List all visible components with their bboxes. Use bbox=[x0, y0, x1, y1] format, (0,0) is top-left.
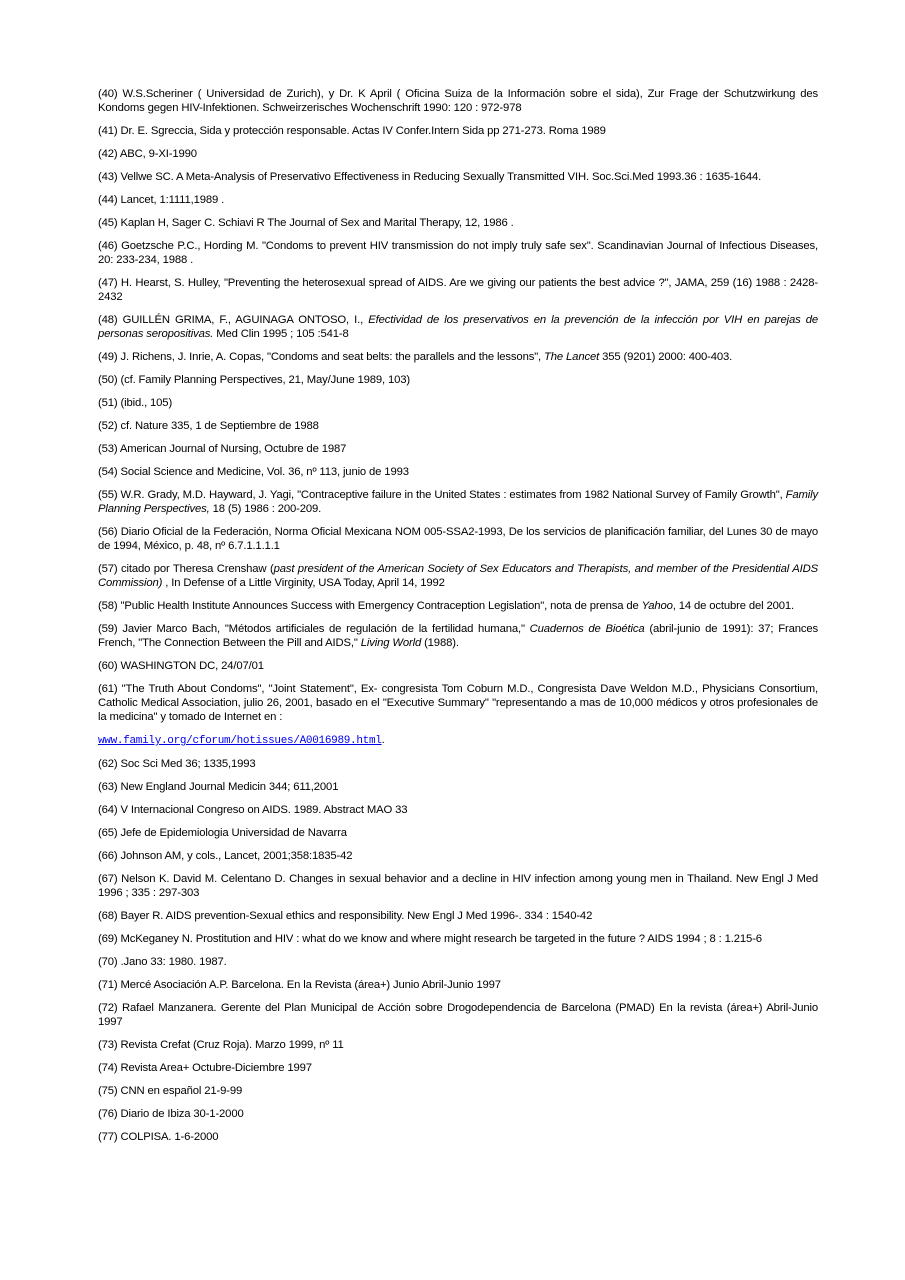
reference-text: (70) .Jano 33: 1980. 1987. bbox=[98, 956, 227, 968]
reference-italic-text: The Lancet bbox=[544, 351, 600, 363]
reference-item bbox=[98, 849, 818, 863]
reference-text: (65) Jefe de Epidemiologia Universidad de Navarra bbox=[98, 827, 347, 839]
reference-text: (49) J. Richens, J. Inrie, A. Copas, "Condoms and seat belts: the parallels and the lessons", bbox=[98, 351, 545, 363]
reference-text: (54) Social Science and Medicine, Vol. 36, nº 113, junio de 1993 bbox=[98, 466, 409, 478]
reference-link[interactable]: www.family.org/cforum/hotissues/A0016989.html bbox=[98, 735, 382, 747]
reference-item bbox=[98, 170, 818, 184]
reference-text: , In Defense of a Little Virginity, USA Today, April 14, 1992 bbox=[162, 577, 445, 589]
reference-item bbox=[98, 682, 818, 724]
reference-text: (50) (cf. Family Planning Perspectives, 21, May/June 1989, 103) bbox=[98, 374, 411, 386]
reference-text: (52) cf. Nature 335, 1 de Septiembre de 1988 bbox=[98, 420, 319, 432]
reference-text: (43) Vellwe SC. A Meta-Analysis of Preservativo Effectiveness in Reducing Sexually Transmitted VIH. Soc.Sci.Med 1993.36 : 1635-1644. bbox=[98, 171, 762, 183]
reference-item bbox=[98, 239, 818, 267]
reference-item bbox=[98, 622, 818, 650]
reference-text: (51) (ibid., 105) bbox=[98, 397, 173, 409]
reference-item bbox=[98, 87, 818, 115]
reference-item bbox=[98, 488, 818, 516]
reference-text: (53) American Journal of Nursing, Octubre de 1987 bbox=[98, 443, 347, 455]
reference-item bbox=[98, 373, 818, 387]
reference-text: (1988). bbox=[421, 637, 459, 649]
reference-text: (60) WASHINGTON DC, 24/07/01 bbox=[98, 660, 264, 672]
reference-item bbox=[98, 124, 818, 138]
reference-text: (40) W.S.Scheriner ( Universidad de Zurich), y Dr. K April ( Oficina Suiza de la Información sobre el sida), Zur Frage der Schutzwirkung des Kondoms gegen HIV-Infektionen. Schweirzerisches Wochenschrift 1990: 120 : 972-978 bbox=[98, 88, 818, 114]
reference-italic-text: Yahoo bbox=[641, 600, 673, 612]
reference-item bbox=[98, 1001, 818, 1029]
reference-text: (56) Diario Oficial de la Federación, Norma Oficial Mexicana NOM 005-SSA2-1993, De los servicios de planificación familiar, del Lunes 30 de mayo de 1994, México, p. 48, nº 6.7.1.1.1.1 bbox=[98, 526, 818, 552]
reference-text: (66) Johnson AM, y cols., Lancet, 2001;358:1835-42 bbox=[98, 850, 353, 862]
reference-item bbox=[98, 909, 818, 923]
reference-item bbox=[98, 826, 818, 840]
reference-text: 355 (9201) 2000: 400-403. bbox=[599, 351, 733, 363]
reference-text: (62) Soc Sci Med 36; 1335,1993 bbox=[98, 758, 256, 770]
reference-item bbox=[98, 932, 818, 946]
reference-text: (abril-junio de 1991): 37; Frances French, "The Connection Between the Pill and AIDS," bbox=[98, 623, 818, 649]
reference-text: (57) citado por Theresa Crenshaw ( bbox=[98, 563, 274, 575]
reference-item bbox=[98, 276, 818, 304]
reference-text: (45) Kaplan H, Sager C. Schiavi R The Journal of Sex and Marital Therapy, 12, 1986 . bbox=[98, 217, 514, 229]
reference-text: Med Clin 1995 ; 105 :541-8 bbox=[213, 328, 349, 340]
reference-item bbox=[98, 599, 818, 613]
reference-item bbox=[98, 757, 818, 771]
reference-item bbox=[98, 313, 818, 341]
reference-item bbox=[98, 419, 818, 433]
reference-italic-text: Family Planning Perspectives, bbox=[98, 489, 818, 515]
reference-item bbox=[98, 955, 818, 969]
reference-text: (74) Revista Area+ Octubre-Diciembre 1997 bbox=[98, 1062, 312, 1074]
reference-text: (76) Diario de Ibiza 30-1-2000 bbox=[98, 1108, 244, 1120]
reference-text: (48) GUILLÉN GRIMA, F., AGUINAGA ONTOSO, I., bbox=[98, 314, 369, 326]
reference-text: (73) Revista Crefat (Cruz Roja). Marzo 1999, nº 11 bbox=[98, 1039, 344, 1051]
reference-item bbox=[98, 803, 818, 817]
reference-item bbox=[98, 525, 818, 553]
reference-italic-text: Living World bbox=[360, 637, 422, 649]
reference-text: (69) McKeganey N. Prostitution and HIV : what do we know and where might research be targeted in the future ? AIDS 1994 ; 8 : 1.215-6 bbox=[98, 933, 762, 945]
reference-item bbox=[98, 780, 818, 794]
reference-text: (67) Nelson K. David M. Celentano D. Changes in sexual behavior and a decline in HIV infection among young men in Thailand. New Engl J Med 1996 ; 335 : 297-303 bbox=[98, 873, 818, 899]
reference-item bbox=[98, 978, 818, 992]
reference-item bbox=[98, 396, 818, 410]
reference-item bbox=[98, 465, 818, 479]
reference-italic-text: Efectividad de los preservativos en la prevención de la infección por VIH en parejas de personas seropositivas. bbox=[98, 314, 818, 340]
reference-item bbox=[98, 1107, 818, 1121]
reference-item bbox=[98, 562, 818, 590]
reference-text: (61) "The Truth About Condoms", "Joint Statement", Ex- congresista Tom Coburn M.D., Congresista Dave Weldon M.D., Physicians Consortium, Catholic Medical Association, julio 26, 2001, basado en el "Executive Summary" "representando a mas de 10,000 médicos y otros profesionales de la medicina" y tomado de Internet en : bbox=[98, 683, 818, 723]
reference-item bbox=[98, 1061, 818, 1075]
reference-text: . bbox=[381, 734, 385, 746]
reference-item bbox=[98, 350, 818, 364]
reference-item bbox=[98, 659, 818, 673]
reference-item bbox=[98, 1038, 818, 1052]
reference-item bbox=[98, 1084, 818, 1098]
reference-text: (75) CNN en español 21-9-99 bbox=[98, 1085, 243, 1097]
reference-list bbox=[98, 87, 818, 1153]
reference-item bbox=[98, 1130, 818, 1144]
reference-text: (41) Dr. E. Sgreccia, Sida y protección responsable. Actas IV Confer.Intern Sida pp 271-273. Roma 1989 bbox=[98, 125, 606, 137]
reference-item bbox=[98, 872, 818, 900]
reference-text: (46) Goetzsche P.C., Hording M. "Condoms to prevent HIV transmission do not imply truly safe sex". Scandinavian Journal of Infectious Diseases, 20: 233-234, 1988 . bbox=[98, 240, 818, 266]
reference-text: (47) H. Hearst, S. Hulley, "Preventing the heterosexual spread of AIDS. Are we giving our patients the best advice ?", JAMA, 259 (16) 1988 : 2428-2432 bbox=[98, 277, 818, 303]
reference-text: (44) Lancet, 1:1111,1989 . bbox=[98, 194, 225, 206]
reference-text: (58) "Public Health Institute Announces Success with Emergency Contraception Legislation", nota de prensa de bbox=[98, 600, 642, 612]
reference-italic-text: Cuadernos de Bioética bbox=[529, 623, 645, 635]
reference-text: , 14 de octubre del 2001. bbox=[672, 600, 794, 612]
reference-text: (55) W.R. Grady, M.D. Hayward, J. Yagi, "Contraceptive failure in the United States : estimates from 1982 National Survey of Family Growth", bbox=[98, 489, 786, 501]
reference-item bbox=[98, 442, 818, 456]
reference-text: (71) Mercé Asociación A.P. Barcelona. En la Revista (área+) Junio Abril-Junio 1997 bbox=[98, 979, 501, 991]
reference-italic-text: past president of the American Society of Sex Educators and Therapists, and member of the Presidential AIDS Commission) bbox=[98, 563, 818, 589]
reference-text: (64) V Internacional Congreso on AIDS. 1989. Abstract MAO 33 bbox=[98, 804, 408, 816]
reference-text: (72) Rafael Manzanera. Gerente del Plan Municipal de Acción sobre Drogodependencia de Barcelona (PMAD) En la revista (área+) Abril-Junio 1997 bbox=[98, 1002, 818, 1028]
reference-text: (77) COLPISA. 1-6-2000 bbox=[98, 1131, 219, 1143]
reference-text: 18 (5) 1986 : 200-209. bbox=[209, 503, 322, 515]
reference-item bbox=[98, 193, 818, 207]
reference-item bbox=[98, 147, 818, 161]
reference-text: (68) Bayer R. AIDS prevention-Sexual ethics and responsibility. New Engl J Med 1996-. 334 : 1540-42 bbox=[98, 910, 593, 922]
reference-text: (63) New England Journal Medicin 344; 611,2001 bbox=[98, 781, 339, 793]
reference-item bbox=[98, 733, 818, 748]
reference-text: (42) ABC, 9-XI-1990 bbox=[98, 148, 197, 160]
reference-text: (59) Javier Marco Bach, "Métodos artificiales de regulación de la fertilidad humana," bbox=[98, 623, 530, 635]
reference-item bbox=[98, 216, 818, 230]
